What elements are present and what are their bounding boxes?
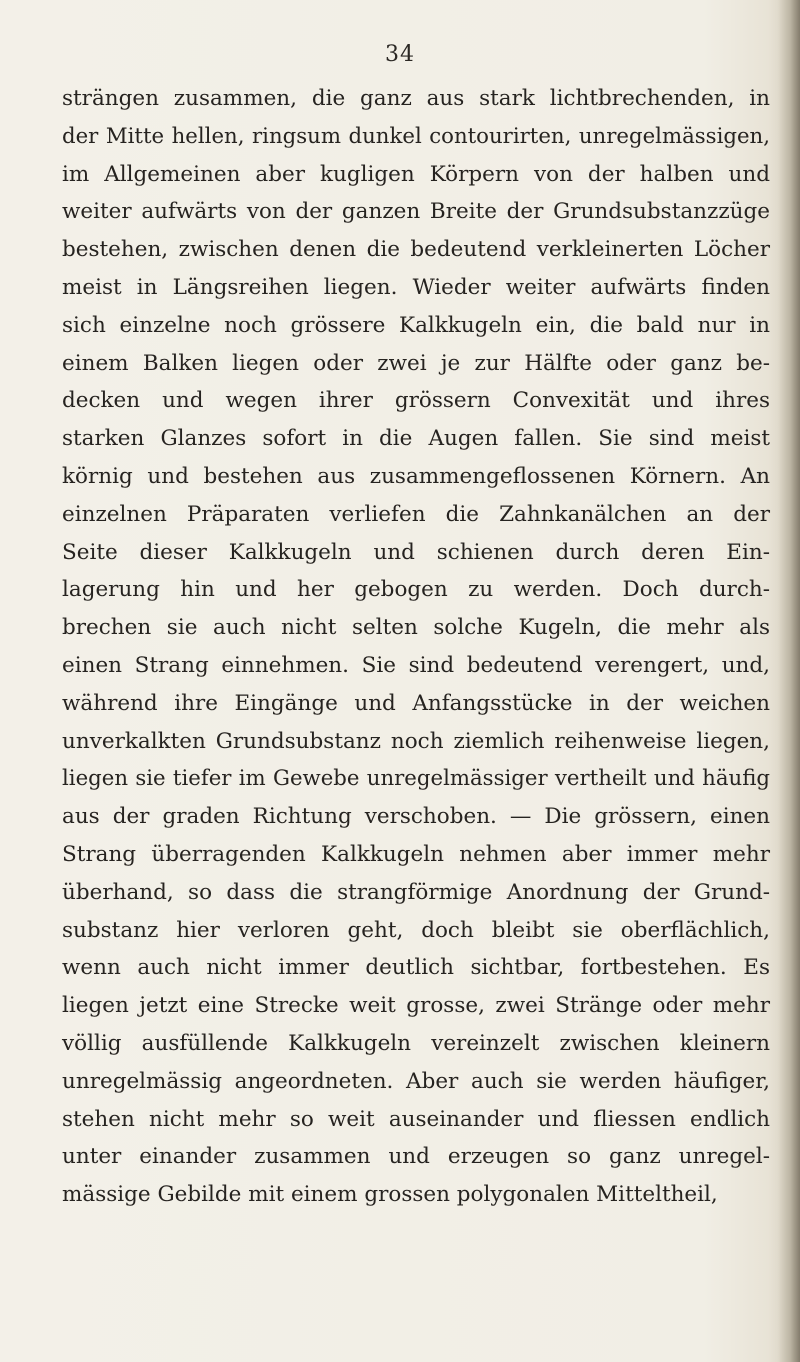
text-line: weiter aufwärts von der ganzen Breite der Grundsubstanzzüge bbox=[62, 199, 770, 225]
text-line: Seite dieser Kalkkugeln und schienen durch deren Ein- bbox=[62, 539, 770, 565]
text-line: unregelmässig angeordneten. Aber auch sie werden häufiger, bbox=[62, 1068, 770, 1094]
text-line: im Allgemeinen aber kugligen Körpern von der halben und bbox=[62, 161, 770, 187]
text-line: überhand, so dass die strangförmige Anordnung der Grund- bbox=[62, 879, 770, 905]
text-line: völlig ausfüllende Kalkkugeln vereinzelt zwischen kleinern bbox=[62, 1030, 770, 1056]
text-line: unter einander zusammen und erzeugen so ganz unregel- bbox=[62, 1144, 770, 1170]
text-line: einzelnen Präparaten verliefen die Zahnkanälchen an der bbox=[62, 501, 770, 527]
text-line: decken und wegen ihrer grössern Convexität und ihres bbox=[62, 388, 770, 414]
text-line: unverkalkten Grundsubstanz noch ziemlich reihenweise liegen, bbox=[62, 728, 770, 754]
text-line: aus der graden Richtung verschoben. — Die grössern, einen bbox=[62, 804, 770, 830]
text-line: sich einzelne noch grössere Kalkkugeln ein, die bald nur in bbox=[62, 312, 770, 338]
text-line: während ihre Eingänge und Anfangsstücke in der weichen bbox=[62, 690, 770, 716]
text-line: liegen sie tiefer im Gewebe unregelmässiger vertheilt und häufig bbox=[62, 766, 770, 792]
text-line: stehen nicht mehr so weit auseinander und fliessen endlich bbox=[62, 1106, 770, 1132]
text-line: einen Strang einnehmen. Sie sind bedeutend verengert, und, bbox=[62, 652, 770, 678]
text-line: liegen jetzt eine Strecke weit grosse, zwei Stränge oder mehr bbox=[62, 993, 770, 1019]
text-line: mässige Gebilde mit einem grossen polygonalen Mitteltheil, bbox=[62, 1182, 718, 1208]
text-line: strängen zusammen, die ganz aus stark lichtbrechenden, in bbox=[62, 86, 770, 111]
text-line: substanz hier verloren geht, doch bleibt sie oberflächlich, bbox=[62, 917, 770, 943]
text-line: brechen sie auch nicht selten solche Kugeln, die mehr als bbox=[62, 615, 770, 641]
text-line: meist in Längsreihen liegen. Wieder weiter aufwärts finden bbox=[62, 274, 770, 300]
text-line: einem Balken liegen oder zwei je zur Hälfte oder ganz be- bbox=[62, 350, 770, 376]
page-number: 34 bbox=[385, 42, 415, 67]
text-line: starken Glanzes sofort in die Augen fallen. Sie sind meist bbox=[62, 426, 770, 452]
text-line: lagerung hin und her gebogen zu werden. Doch durch- bbox=[62, 577, 770, 603]
text-line: Strang überragenden Kalkkugeln nehmen aber immer mehr bbox=[62, 841, 770, 867]
text-line: körnig und bestehen aus zusammengeflossenen Körnern. An bbox=[62, 463, 770, 489]
text-line: bestehen, zwischen denen die bedeutend verkleinerten Löcher bbox=[62, 237, 770, 263]
body-text bbox=[62, 80, 770, 1214]
page-edge-shadow bbox=[778, 0, 800, 1362]
text-line: der Mitte hellen, ringsum dunkel contourirten, unregelmässigen, bbox=[62, 123, 770, 149]
text-line: wenn auch nicht immer deutlich sichtbar, fortbestehen. Es bbox=[62, 955, 770, 981]
